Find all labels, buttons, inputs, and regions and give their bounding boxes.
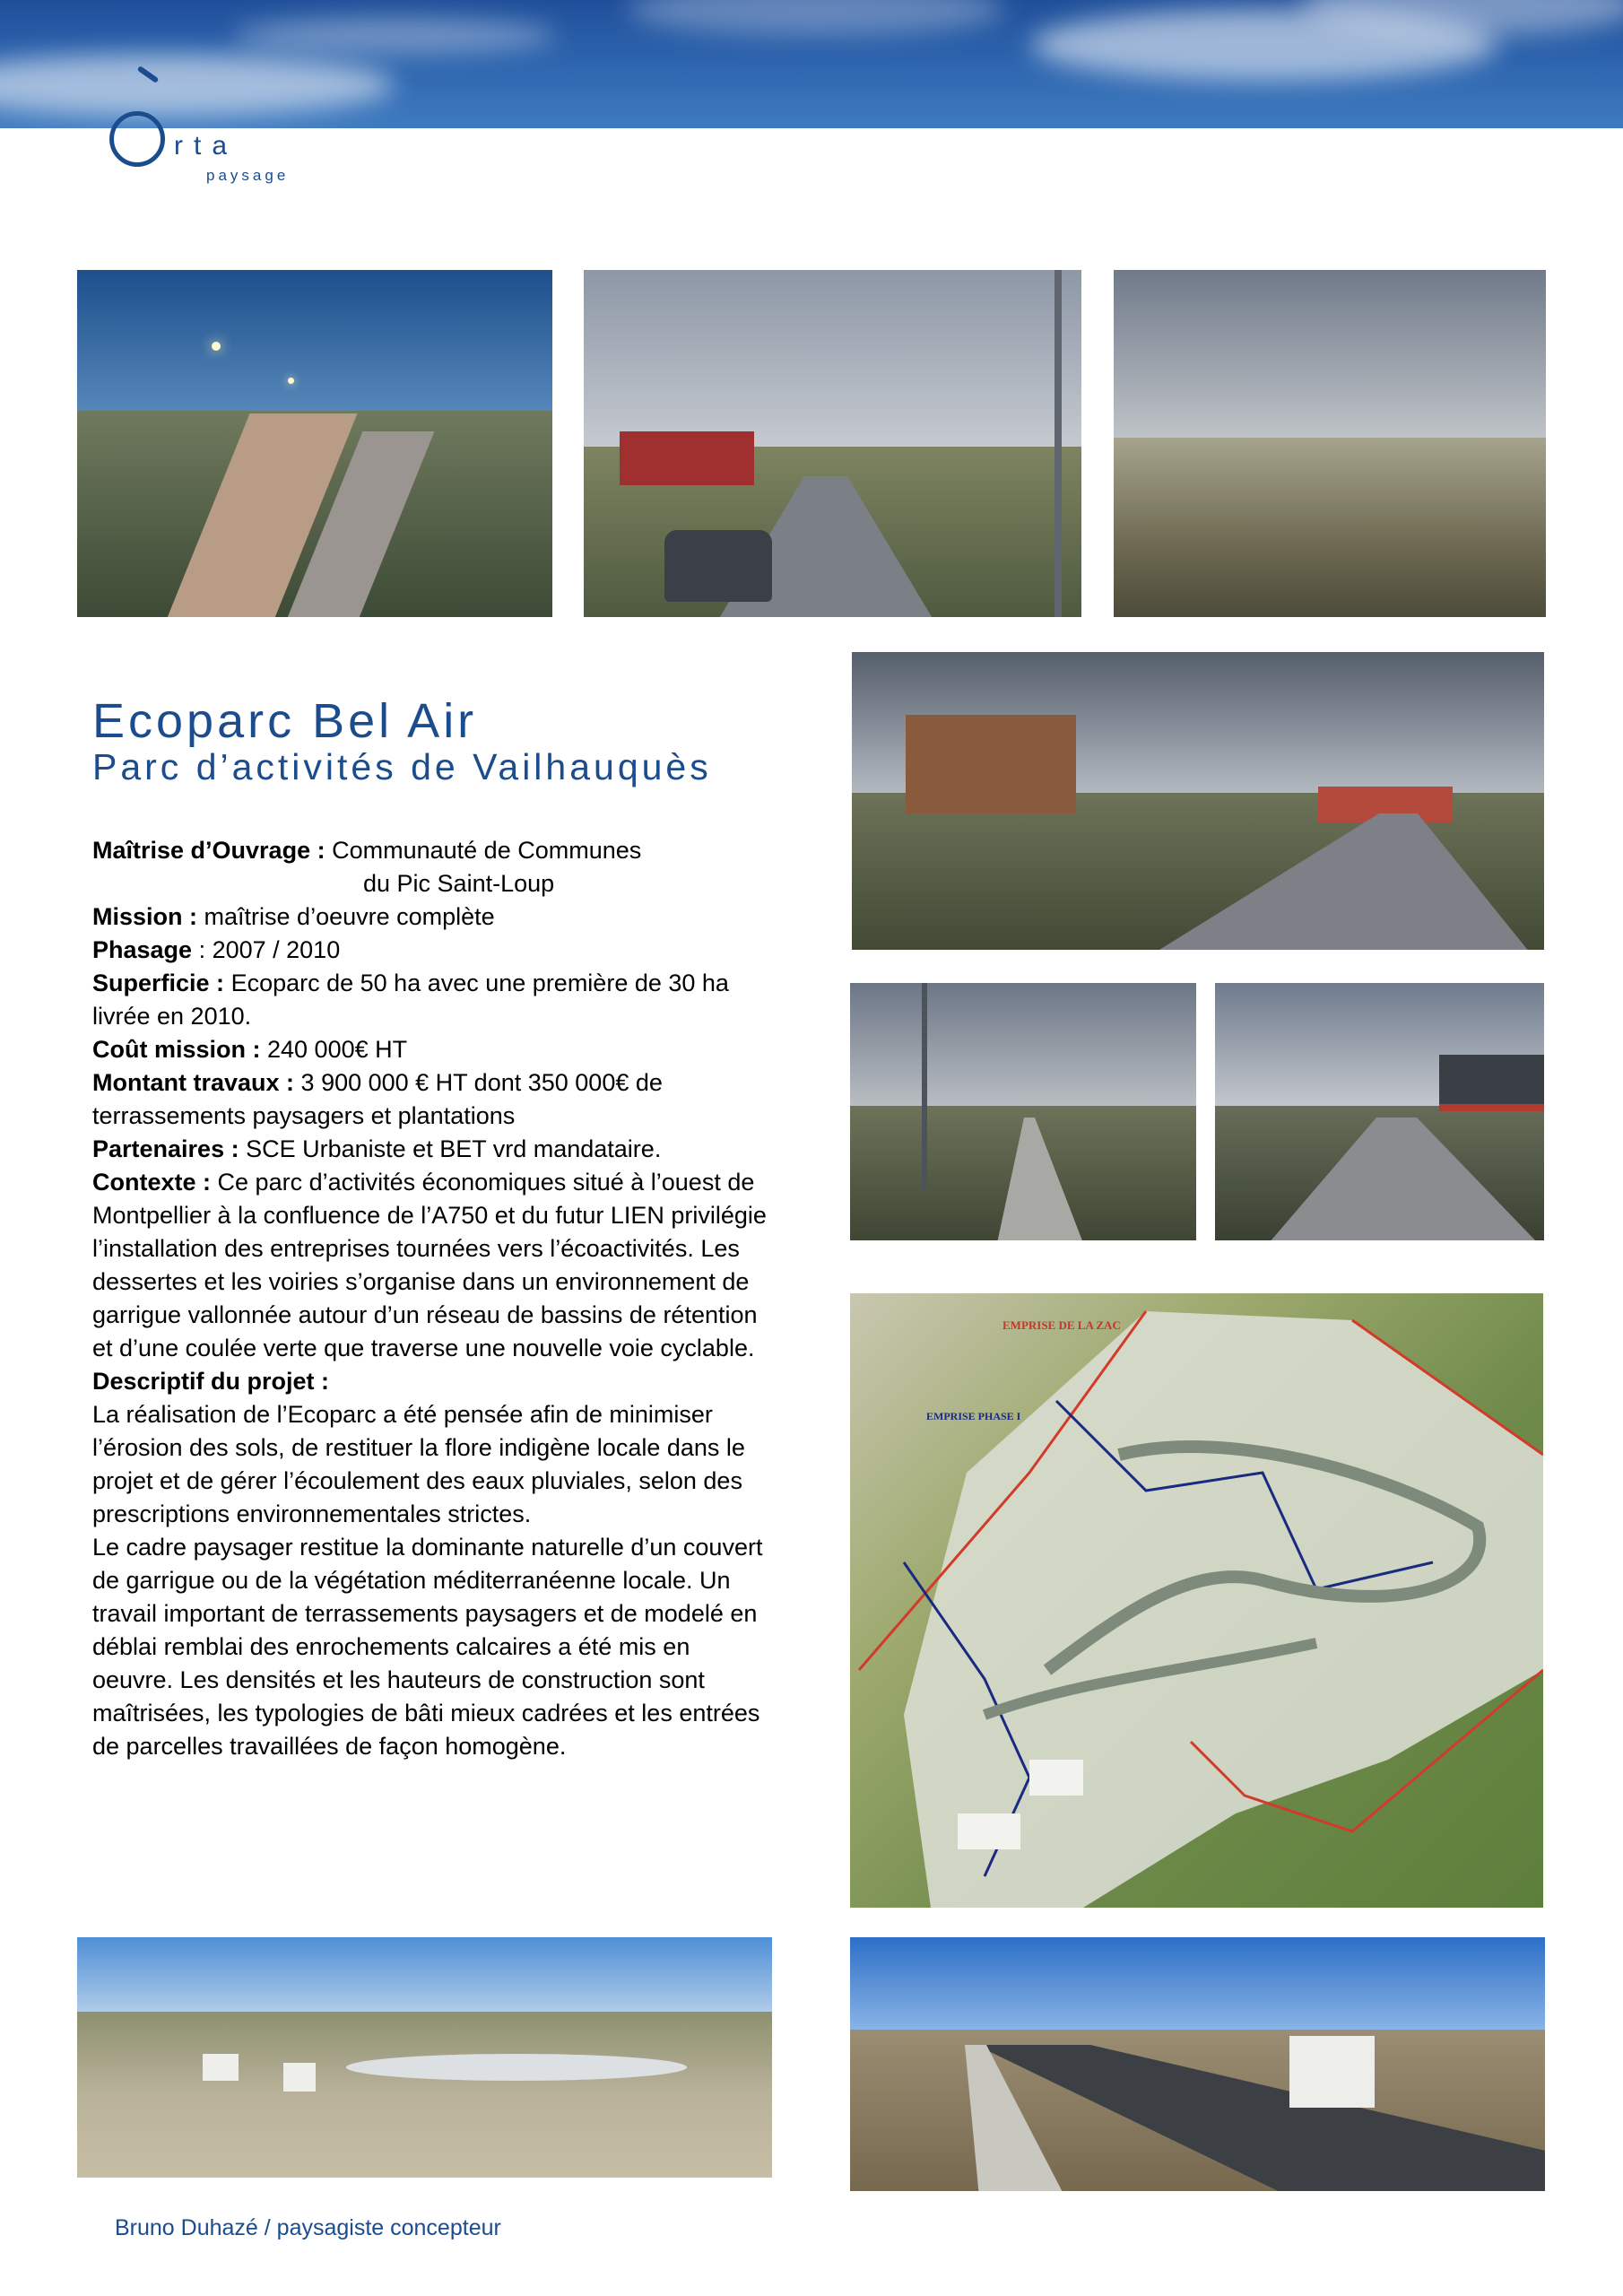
photo-evening-path <box>77 270 552 617</box>
site-plan-map <box>850 1293 1543 1908</box>
descriptif-paragraph-2: Le cadre paysager restitue la dominante naturelle d’un couvert de garrigue ou de la végétation méditerranéenne locale. Un travail important de terrassements paysagers et de modelé en déblai remblai des enrochements calcaires a été mis en oeuvre. Les densités et les hauteurs de construction sont maîtrisées, les typologies de bâti mieux cadrées et les entrées de parcelles travaillées de façon homogène. <box>92 1534 763 1760</box>
cout-line <box>92 1033 774 1066</box>
partenaires-value: SCE Urbaniste et BET vrd mandataire. <box>246 1135 662 1162</box>
project-details <box>92 834 774 1763</box>
montant-label: Montant travaux : <box>92 1069 295 1096</box>
photo-new-road <box>850 1937 1545 2191</box>
plan-label-phase: EMPRISE PHASE I <box>926 1410 1021 1422</box>
plan-label-zac: EMPRISE DE LA ZAC <box>1002 1318 1121 1332</box>
header-sky-banner <box>0 0 1623 128</box>
phasage-value: : 2007 / 2010 <box>198 936 341 963</box>
descriptif-paragraph-1: La réalisation de l’Ecoparc a été pensée afin de minimiser l’érosion des sols, de restituer la flore indigène locale dans le projet et de gérer l’écoulement des eaux pluviales, selon des prescriptions environnementales strictes. <box>92 1401 745 1527</box>
maitrise-label: Maîtrise d’Ouvrage : <box>92 837 325 864</box>
logo-subtitle: paysage <box>206 167 290 184</box>
photo-pedestrian-path <box>850 983 1196 1240</box>
partenaires-label: Partenaires : <box>92 1135 239 1162</box>
photo-dusk-road <box>1215 983 1544 1240</box>
phasage-label: Phasage <box>92 936 193 963</box>
superficie-value: Ecoparc de 50 ha avec une première de 30 ha livrée en 2010. <box>92 970 729 1030</box>
photo-panorama-valley <box>77 1937 772 2178</box>
photo-road-buildings <box>852 652 1544 950</box>
montant-value: 3 900 000 € HT dont 350 000€ de terrassements paysagers et plantations <box>92 1069 663 1129</box>
descriptif-label: Descriptif du projet : <box>92 1368 330 1395</box>
mission-value: maîtrise d’oeuvre complète <box>204 903 495 930</box>
photo-road-car <box>584 270 1081 617</box>
maitrise-value-1: Communauté de Communes <box>332 837 642 864</box>
logo-name: rta <box>174 131 239 161</box>
maitrise-value-2: du Pic Saint-Loup <box>363 870 555 897</box>
mission-line <box>92 900 774 934</box>
contexte-label: Contexte : <box>92 1169 212 1196</box>
footer-credit: Bruno Duhazé / paysagiste concepteur <box>115 2215 501 2240</box>
cout-value: 240 000€ HT <box>260 1036 408 1063</box>
maitrise-line <box>92 834 774 867</box>
montant-line <box>92 1066 774 1133</box>
cout-label: Coût mission : <box>92 1036 261 1063</box>
phasage-line <box>92 934 774 967</box>
logo-circle <box>109 111 165 167</box>
partenaires-line <box>92 1133 774 1166</box>
descriptif-heading <box>92 1365 774 1398</box>
project-title: Ecoparc Bel Air <box>92 694 478 748</box>
contexte-value: Ce parc d’activités économiques situé à l’ouest de Montpellier à la confluence de l’A750 et du futur LIEN privilégie l’installation des entreprises tournées vers l’écoactivités. Les dessertes et les voiries s’organise dans un environnement de garrigue vallonnée autour d’un réseau de bassins de rétention et d’une coulée verte que traverse une nouvelle voie cyclable. <box>92 1169 767 1361</box>
project-subtitle: Parc d’activités de Vailhauquès <box>92 746 712 787</box>
mission-label: Mission : <box>92 903 198 930</box>
photo-garrigue-hillside <box>1114 270 1546 617</box>
superficie-label: Superficie : <box>92 970 225 996</box>
superficie-line <box>92 967 774 1033</box>
contexte-line <box>92 1166 774 1365</box>
